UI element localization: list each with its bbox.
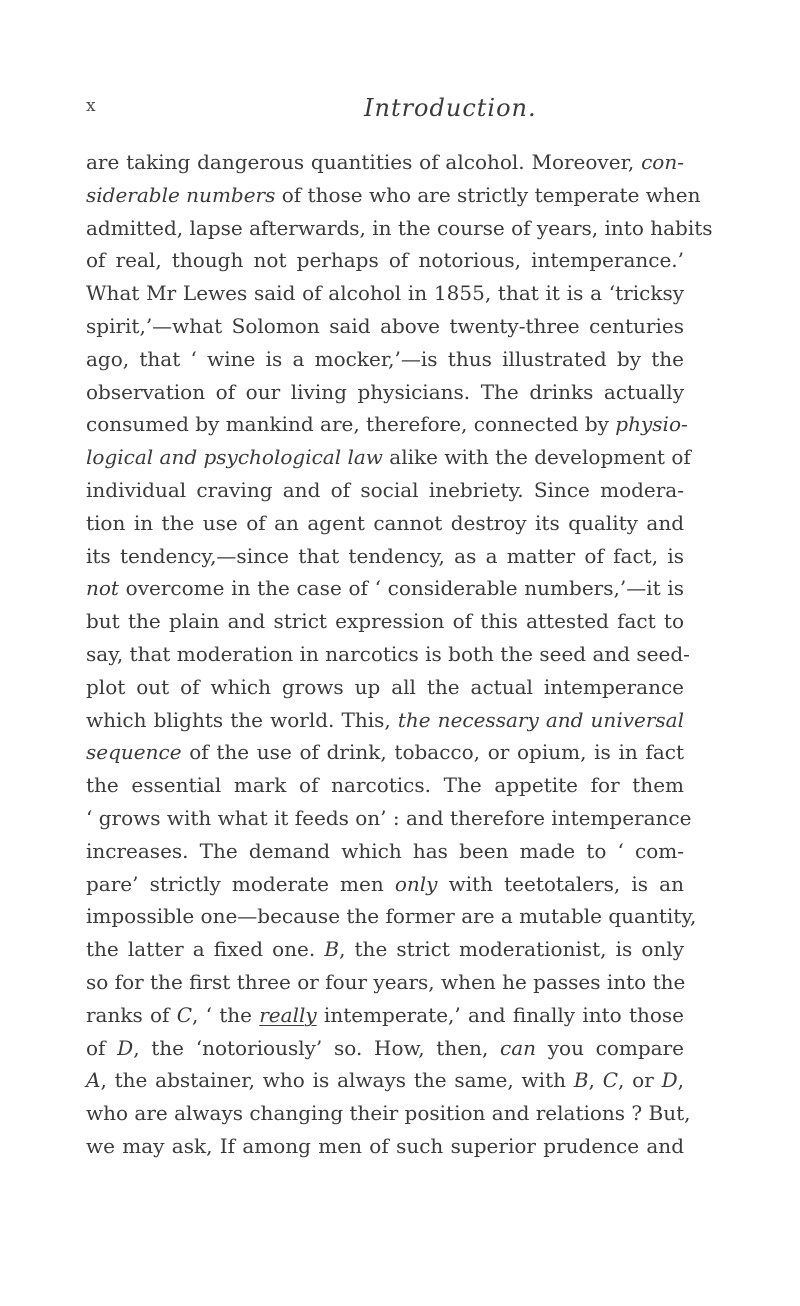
text-run: pare’ strictly moderate men [86,871,395,896]
text-run: , the abstainer, who is always the same, with [100,1068,574,1093]
text-line [86,671,684,704]
text-line [86,1130,684,1163]
text-line [86,376,684,409]
text-run: which blights the world. This, [86,707,398,732]
text-line [86,572,684,605]
text-run: , [588,1068,603,1093]
text-line [86,868,684,901]
italic-text: sequence [86,740,182,765]
text-run: of real, though not perhaps of notorious, intemperance.’ [86,248,684,273]
body-text [86,146,713,1163]
text-line [86,244,684,277]
text-run: the latter a fixed one. [86,937,325,962]
text-line [86,474,684,507]
italic-text: C [602,1068,618,1093]
italic-text: C [176,1002,193,1027]
text-run: of [86,1035,118,1060]
text-line [86,540,684,573]
text-line [86,146,684,179]
text-line [86,933,684,966]
italic-text: logical and psychological law [86,445,383,470]
text-run: , [677,1068,684,1093]
text-line [86,1032,684,1065]
text-line [86,966,684,999]
text-run: you compare [536,1035,684,1060]
text-run: , or [618,1068,662,1093]
running-title: Introduction. [364,94,537,122]
text-run: admitted, lapse afterwards, in the course of years, into habits [86,215,713,240]
text-run: its tendency,—since that tendency, as a matter of fact, is [86,543,684,568]
italic-text: B [573,1068,589,1093]
text-run: increases. The demand which has been made to ‘ com- [86,838,684,863]
text-run: ranks of [86,1002,177,1027]
text-run: who are always changing their position and relations ? But, [86,1101,691,1126]
text-line [86,343,684,376]
text-run: intemperate,’ and finally into those [316,1002,685,1027]
text-run: spirit,’—what Solomon said above twenty-three centuries [86,313,684,338]
text-run: are taking dangerous quantities of alcohol. Moreover, [86,150,642,174]
text-line [86,999,684,1032]
text-run: , the ‘notoriously’ so. How, then, [133,1035,501,1060]
italic-text: physio- [615,412,688,437]
text-run: overcome in the case of ‘ considerable numbers,’—it is [118,576,684,601]
text-run: but the plain and strict expression of this attested fact to [86,609,684,634]
text-line [86,408,688,441]
text-run: consumed by mankind are, therefore, connected by [86,412,616,437]
text-run: What Mr Lewes said of alcohol in 1855, that it is a ‘tricksy [86,281,684,306]
text-line [86,802,692,835]
text-run: of the use of drink, tobacco, or opium, is in fact [181,740,684,765]
italic-text: D [661,1068,678,1093]
text-run: individual craving and of social inebriety. Since modera- [86,477,684,502]
italic-text: really [259,1002,317,1027]
italic-text: only [394,871,438,896]
text-run: with teetotalers, is an [437,871,684,896]
italic-text: B [324,937,340,962]
text-line [86,1097,691,1130]
text-line [86,736,684,769]
running-head [86,94,686,130]
text-run: plot out of which grows up all the actual intemperance [86,674,684,699]
italic-text: can [500,1035,537,1060]
text-run: impossible one—because the former are a mutable quantity, [86,904,697,929]
text-run: ‘ grows with what it feeds on’ : and therefore intemperance [86,805,692,830]
italic-text: con- [641,150,684,174]
text-run: ago, that ‘ wine is a mocker,’—is thus illustrated by the [86,346,684,371]
text-line [86,507,684,540]
text-line [86,769,684,802]
italic-text: not [86,576,119,601]
text-run: alike with the development of [382,445,691,470]
text-run: we may ask, If among men of such superior prudence and [86,1133,684,1158]
italic-text: the necessary and universal [397,707,684,732]
text-line [86,310,684,343]
text-line [86,277,684,310]
text-run: of those who are strictly temperate when [275,182,701,207]
text-line [86,900,697,933]
text-line [86,179,701,212]
text-run: so for the first three or four years, when he passes into the [86,969,686,994]
text-run: , ‘ the [192,1002,260,1027]
page-number: x [86,96,97,116]
text-line [86,212,713,245]
italic-text: siderable numbers [86,182,276,207]
text-line [86,704,684,737]
text-run: tion in the use of an agent cannot destroy its quality and [86,510,684,535]
text-line [86,441,691,474]
text-line [86,835,684,868]
text-run: the essential mark of narcotics. The appetite for them [86,773,684,798]
text-line [86,638,690,671]
text-run: observation of our living physicians. The drinks actually [86,379,684,404]
italic-text: A [86,1068,101,1093]
text-run: say, that moderation in narcotics is both the seed and seed- [86,641,690,666]
text-run: , the strict moderationist, is only [339,937,684,962]
italic-text: D [117,1035,134,1060]
text-line [86,605,684,638]
text-line [86,1064,684,1097]
